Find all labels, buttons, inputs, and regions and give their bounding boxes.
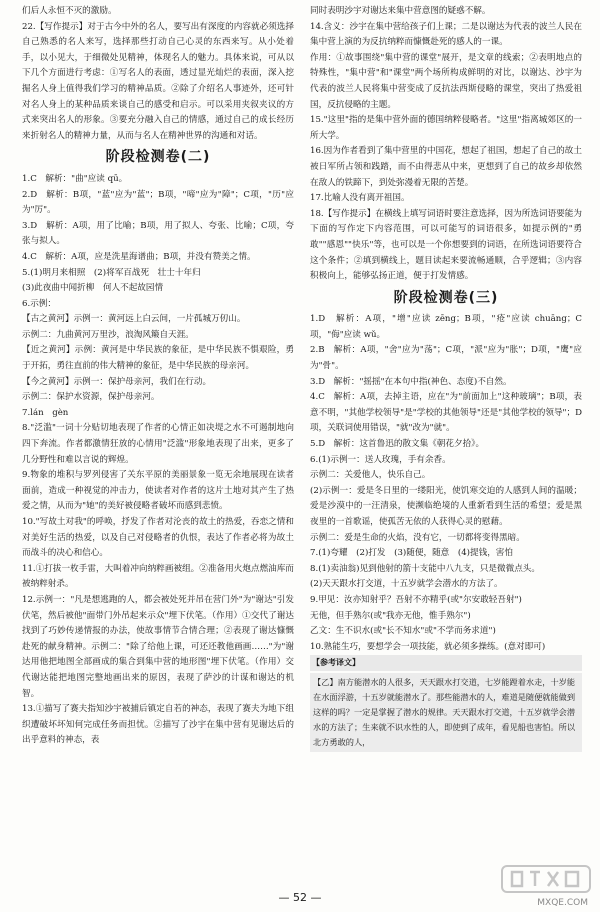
- left-paragraph: 22.【写作提示】对于古今中外的名人，要写出有深度的内容就必须选择自己熟悉的名人来写，选择那些打动自己心灵的东西来写。从小处着手，以小见大，于细微处见精神，体现名人的魅力。具体来说，可从以下几个方面进行考虑：①写名人的表面，透过显光灿烂的表面，深入挖掘名人身上值得我们学习的精神品质。②除了介绍名人事迹外，还可针对名人身上的某种品质来谈自己的感受和启示。可以采用夹叙夹议的方式来突出名人的形象。③要充分融入自己的情感，通过自己的成长经历来折射名人的精神力量，从而与名人在精神世界的沟通和对话。: [22, 21, 294, 141]
- right-paragraph: (2)天天跟水打交道，十五岁就学会潜水的方法了。: [310, 579, 503, 590]
- section-heading-2: 阶段检测卷(二): [105, 149, 211, 166]
- left-paragraph: 示例二：九曲黄河万里沙，浪淘风簸自天涯。: [22, 329, 194, 340]
- left-paragraph: 【今之黄河】示例一：保护母亲河，我们在行动。: [22, 376, 212, 387]
- left-paragraph: 2.D 解析：B项，"蓝"应为"蓝"；B项，"啼"应为"障"；C项，"历"应为"厉"。: [22, 189, 294, 216]
- right-paragraph: 8.(1)卖油翁)见到他射的箭十支能中八九支，只是微微点头。: [310, 563, 540, 574]
- right-paragraph: 9.甲见：汝亦知射乎？吾射不亦精乎(或"尔安敢轻吾射"): [310, 594, 522, 605]
- left-paragraph: 5.(1)明月来相照 (2)将军百战死 壮士十年归: [22, 267, 201, 278]
- watermark-text: MXQE.COM: [537, 898, 588, 908]
- left-paragraph: 3.D 解析：A项，用了比喻；B项，用了拟人、夸张、比喻；C项，夸张与拟人。: [22, 220, 294, 247]
- left-paragraph: 9.物象的堆积与罗列侵害了关东平原的美丽景象一览无余地展现在读者面前，造成一种视觉的冲击力，使读者对作者的这片土地对其产生了热爱之情，从而为"她"的美好被侵略者破坏而感到悲愤。: [22, 470, 294, 512]
- right-paragraph: 6.(1)示例一：送人玫瑰，手有余香。: [310, 454, 451, 465]
- right-paragraph: 乙文：生不识水(或"长不知水"或"不学而务求道"): [310, 626, 496, 637]
- right-paragraph: 14.含义：沙宇在集中营给孩子们上课；二是以谢达为代表的波兰人民在集中营上演的为反抗纳粹而慷慨赴死的感人的一课。: [310, 21, 582, 48]
- left-paragraph: 8."泛滥"一词十分贴切地表现了作者的心情正如决堤之水不可遏制地向四下奔流。作者都激情狂放的心情用"泛滥"形象地表现了出来，更多了几分野性和难以言说的辉煌。: [22, 423, 294, 465]
- right-paragraph: 无他，但手熟尔(或"我亦无他，惟手熟尔"): [310, 610, 471, 621]
- right-paragraph: 示例二：关爱他人，快乐自己。: [310, 470, 431, 481]
- right-paragraph: 3.D 解析："摇摇"在本句中指(神色、态度)不自然。: [310, 376, 512, 387]
- page-number: — 52 —: [278, 891, 322, 904]
- left-paragraph: 【古之黄河】示例一：黄河远上白云间，一片孤城万仞山。: [22, 314, 246, 325]
- reference-translation-label: 【参考译文】: [310, 655, 582, 671]
- left-paragraph: 1.C 解析："曲"应读 qū。: [22, 173, 128, 184]
- right-paragraph: 示例二：爱是生命的火焰，没有它，一切都将变得黑暗。: [310, 532, 525, 543]
- right-paragraph: 18.【写作提示】在横线上填写词语时要注意选择，因为所选词语要能为下面的写作定下内容范围，可以可能写的词语很多，如提示例的"勇敢""感恩""快乐"等，也可以是一个你想要到的词语，在所选词语要符合这个条件；②填到横线上，题目读起来要流畅通顺，合乎逻辑；③内容积极向上，能够弘扬正道，便于打发情感。: [310, 208, 582, 282]
- left-paragraph: 12.示例一："凡是想逃跑的人，都会被处死并吊在营门外"为"谢达"引发伏笔，然后被他"面带门外吊起来示众"埋下伏笔。（作用）①交代了谢达找到了巧妙传递情报的办法，使故事情节合情合理；②表现了谢达慷慨赴死的献身精神。示例二："除了给他上课，可还还教他画画……"为"谢达用他把地图全部画成的集合到集中营的地形图"埋下伏笔。（作用）交代谢达能把地图完整地画出来的原因，表现了萨沙的计谋和谢达的机智。: [22, 594, 294, 699]
- left-paragraph: 10."写故土对我"的呼唤，抒发了作者对沦丧的故土的热爱，吞恋之情和对美好生活的热爱，以及自己对侵略者的仇恨，表达了作者必将为故土而战斗的决心和信心。: [22, 517, 294, 559]
- right-paragraph: 1.D 解析：A项，"增"应读 zēng；B项，"疮"应读 chuāng；C项，"侮"应读 wǔ。: [310, 314, 582, 340]
- section-heading-3: 阶段检测卷(三): [393, 289, 499, 306]
- left-paragraph: 们后人永恒不灭的激励。: [22, 6, 117, 16]
- right-paragraph: 作用：①故事围绕"集中营的课堂"展开，是文章的线索；②表明地点的特殊性，"集中营"和"课堂"两个场所构成鲜明的对比，以谢达、沙宇为代表的波兰人民将集中营变成了反抗法西斯侵略的课堂，突出了热爱祖国，反抗侵略的主题。: [310, 52, 582, 110]
- left-paragraph: 6.示例：: [22, 298, 56, 309]
- left-paragraph: 13.①描写了赛夫指知沙宇被捕后镇定自若的神态，表现了赛夫为地下组织遭破坏坏知何完成任务而担忧。②描写了沙宇在集中营有见谢达后的出乎意料的神态，表: [22, 704, 294, 746]
- left-paragraph: 示例二：保护水资源，保护母亲河。: [22, 392, 160, 403]
- right-paragraph: 7.(1)夸耀 (2)打发 (3)随便，随意 (4)提钱，害怕: [310, 548, 513, 559]
- left-paragraph: (3)此夜曲中闻折柳 何人不起故园情: [22, 283, 164, 294]
- reference-translation-text: 【乙】南方能潜水的人很多，天天跟水打交道，七岁能蹚着水走，十岁能在水面浮游，十五岁就能潜水了。那些能潜水的人，难道是随便就能做到这样的吗？一定是掌握了潜水的规律。天天跟水打交道，十五岁就学会潜水的方法了；生来就不识水性的人，即使到了成年，看见船也害怕。所以北方勇敢的人，: [310, 673, 582, 752]
- left-paragraph: 11.①打拔一枚手雷，大叫着冲向纳粹画被组。②准备用火炮点燃油库而被纳粹射杀。: [22, 563, 294, 590]
- right-paragraph: 4.C 解析：A项，去掉主语，应在"为"前面加上"这种玻璃"；B项，表意不明，"其他学校领导"是"学校的其他领导"还是"其他学校的领导"；D项，关联词使用错误，"就"改为"就"。: [310, 392, 582, 434]
- right-paragraph: 16.因为作者看到了集中营里的中国花，想起了祖国，想起了自己的故土被日军所占领和践踏，而不由得悲从中来，更想到了自己的故乡却依然在敌人的铁蹄下，到处弥漫着无限的苦楚。: [310, 146, 582, 188]
- right-paragraph: 5.D 解析：这首鲁迅的散文集《朝花夕拾》。: [310, 439, 485, 450]
- right-paragraph: (2)示例一：爱是冬日里的一缕阳光，使饥寒交迫的人感到人间的温暖；爱是沙漠中的一汪清泉，使濒临绝境的人重新看到生活的希望；爱是黑夜里的一首歌谣，使孤苦无依的人获得心灵的慰藉。: [310, 485, 582, 527]
- right-paragraph: 17.比喻人没有离开祖国。: [310, 193, 410, 204]
- right-paragraph: 同时表明沙宇对谢达来集中营意图的疑惑不解。: [310, 6, 491, 16]
- left-column: [22, 4, 294, 749]
- left-paragraph: 7.lán gèn: [22, 407, 69, 418]
- left-paragraph: 4.C 解析：A项，应是洗星海谱曲；B项，并没有赞美之情。: [22, 251, 256, 262]
- left-paragraph: 【近之黄河】示例：黄河是中华民族的象征，是中华民族不惧艰险，勇于开拓，勇往直前的伟大精神的象征，是中华民族的母亲河。: [22, 345, 294, 372]
- right-paragraph: 2.B 解析：A项，"舍"应为"荡"；C项，"派"应为"胀"；D项，"鹰"应为"骨"。: [310, 345, 582, 372]
- right-paragraph: 10.熟能生巧，要想学会一项技能，就必须多操练。(意对即可): [310, 641, 546, 652]
- right-paragraph: 15."这里"指的是集中营外面的德国纳粹侵略者。"这里"指离城郊区的一所大学。: [310, 115, 582, 141]
- right-column: [310, 4, 582, 754]
